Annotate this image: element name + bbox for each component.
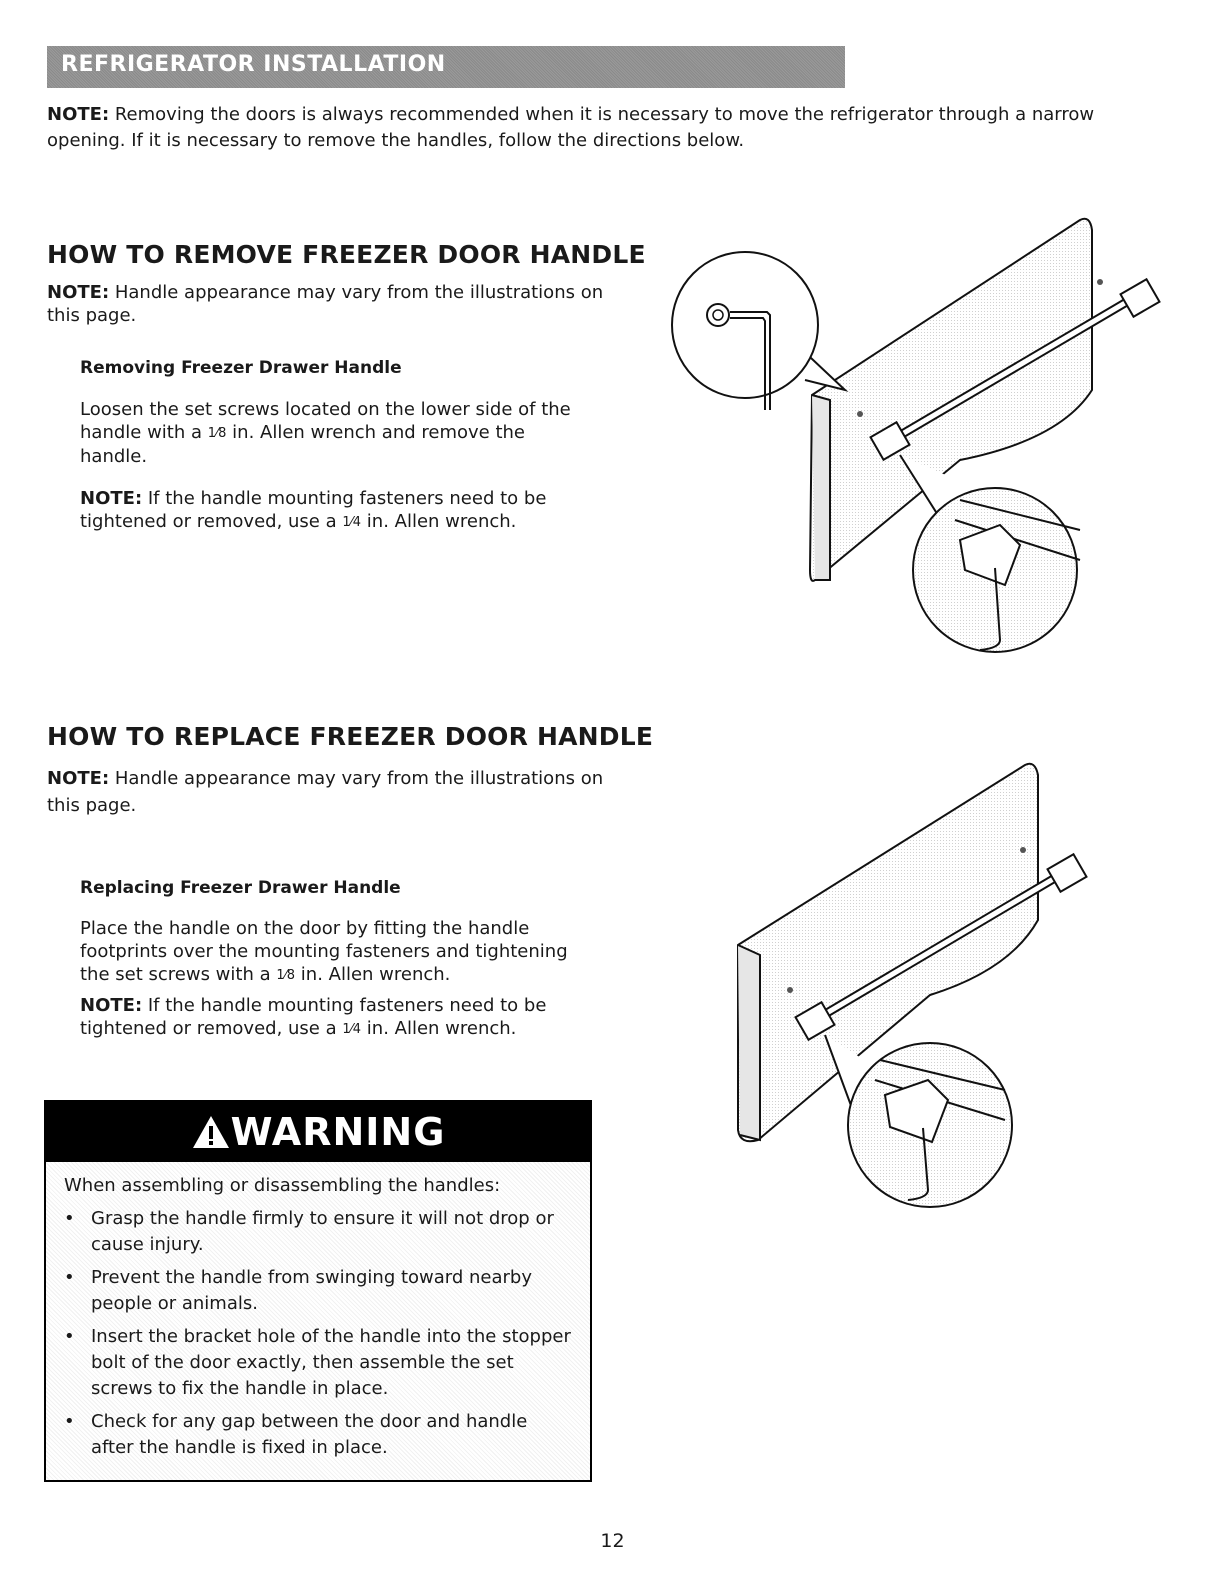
replace-note-text: Handle appearance may vary from the illustrations on this page. <box>47 768 604 816</box>
remove-note <box>47 281 612 327</box>
warning-item: • Grasp the handle firmly to ensure it will not drop or cause injury. <box>64 1206 574 1258</box>
remove-note2-label: NOTE: <box>80 488 143 509</box>
replace-note2-fraction: 1⁄4 <box>342 1022 362 1037</box>
replace-note2 <box>80 994 580 1041</box>
warning-intro: When assembling or disassembling the handles: <box>64 1175 501 1196</box>
remove-note2-text-b: in. Allen wrench. <box>361 511 517 532</box>
remove-note-text: Handle appearance may vary from the illustrations on this page. <box>47 282 604 326</box>
remove-step-text-a: Loosen the set screws located on the lower side of the handle with a <box>80 399 571 443</box>
section-banner <box>47 46 845 88</box>
remove-note2-text-a: If the handle mounting fasteners need to be tightened or removed, use a <box>80 488 547 532</box>
screw-icon <box>787 987 793 993</box>
replace-note2-text-a: If the handle mounting fasteners need to be tightened or removed, use a <box>80 995 547 1039</box>
replace-step-text-a: Place the handle on the door by fitting the handle footprints over the mounting fasteners and tightening the set screws with a <box>80 918 568 985</box>
remove-subtitle: Removing Freezer Drawer Handle <box>80 358 402 378</box>
remove-step-text-b: in. Allen wrench and remove the handle. <box>80 422 525 467</box>
warning-header <box>46 1102 590 1162</box>
allen-wrench-callout <box>672 252 818 398</box>
replace-step-text-b: in. Allen wrench. <box>295 964 451 985</box>
warning-item: • Check for any gap between the door and handle after the handle is fixed in place. <box>64 1409 574 1461</box>
intro-note-label: NOTE: <box>47 104 110 125</box>
remove-note2 <box>80 487 580 534</box>
section-title: REFRIGERATOR INSTALLATION <box>61 52 446 77</box>
remove-step <box>80 398 580 468</box>
remove-section-title: HOW TO REMOVE FREEZER DOOR HANDLE <box>47 240 646 269</box>
replace-subtitle: Replacing Freezer Drawer Handle <box>80 878 401 898</box>
warning-item: • Insert the bracket hole of the handle into the stopper bolt of the door exactly, then assemble the set screws to fix the handle in place. <box>64 1324 574 1402</box>
warning-list <box>64 1206 574 1468</box>
remove-step-fraction: 1⁄8 <box>207 426 227 441</box>
warning-item: • Prevent the handle from swinging toward nearby people or animals. <box>64 1265 574 1317</box>
remove-note2-fraction: 1⁄4 <box>342 515 362 530</box>
intro-note-text: Removing the doors is always recommended when it is necessary to move the refrigerator through a narrow opening. If it is necessary to remove the handles, follow the directions below. <box>47 104 1095 151</box>
remove-note-label: NOTE: <box>47 282 110 303</box>
screw-icon <box>1020 847 1026 853</box>
warning-heading: WARNING <box>230 1110 446 1154</box>
warning-box <box>44 1100 592 1482</box>
replace-note2-text-b: in. Allen wrench. <box>361 1018 517 1039</box>
replace-step <box>80 917 580 987</box>
replace-handle-illustration <box>730 750 1110 1210</box>
intro-note <box>47 102 1167 154</box>
page-number: 12 <box>600 1530 625 1552</box>
screw-icon <box>857 411 863 417</box>
warning-triangle-icon <box>191 1114 231 1150</box>
remove-handle-illustration <box>660 200 1205 660</box>
screw-icon <box>1097 279 1103 285</box>
replace-step-fraction: 1⁄8 <box>276 968 296 983</box>
replace-section-title: HOW TO REPLACE FREEZER DOOR HANDLE <box>47 722 654 751</box>
replace-note <box>47 765 612 819</box>
replace-note2-label: NOTE: <box>80 995 143 1016</box>
replace-note-label: NOTE: <box>47 768 110 789</box>
